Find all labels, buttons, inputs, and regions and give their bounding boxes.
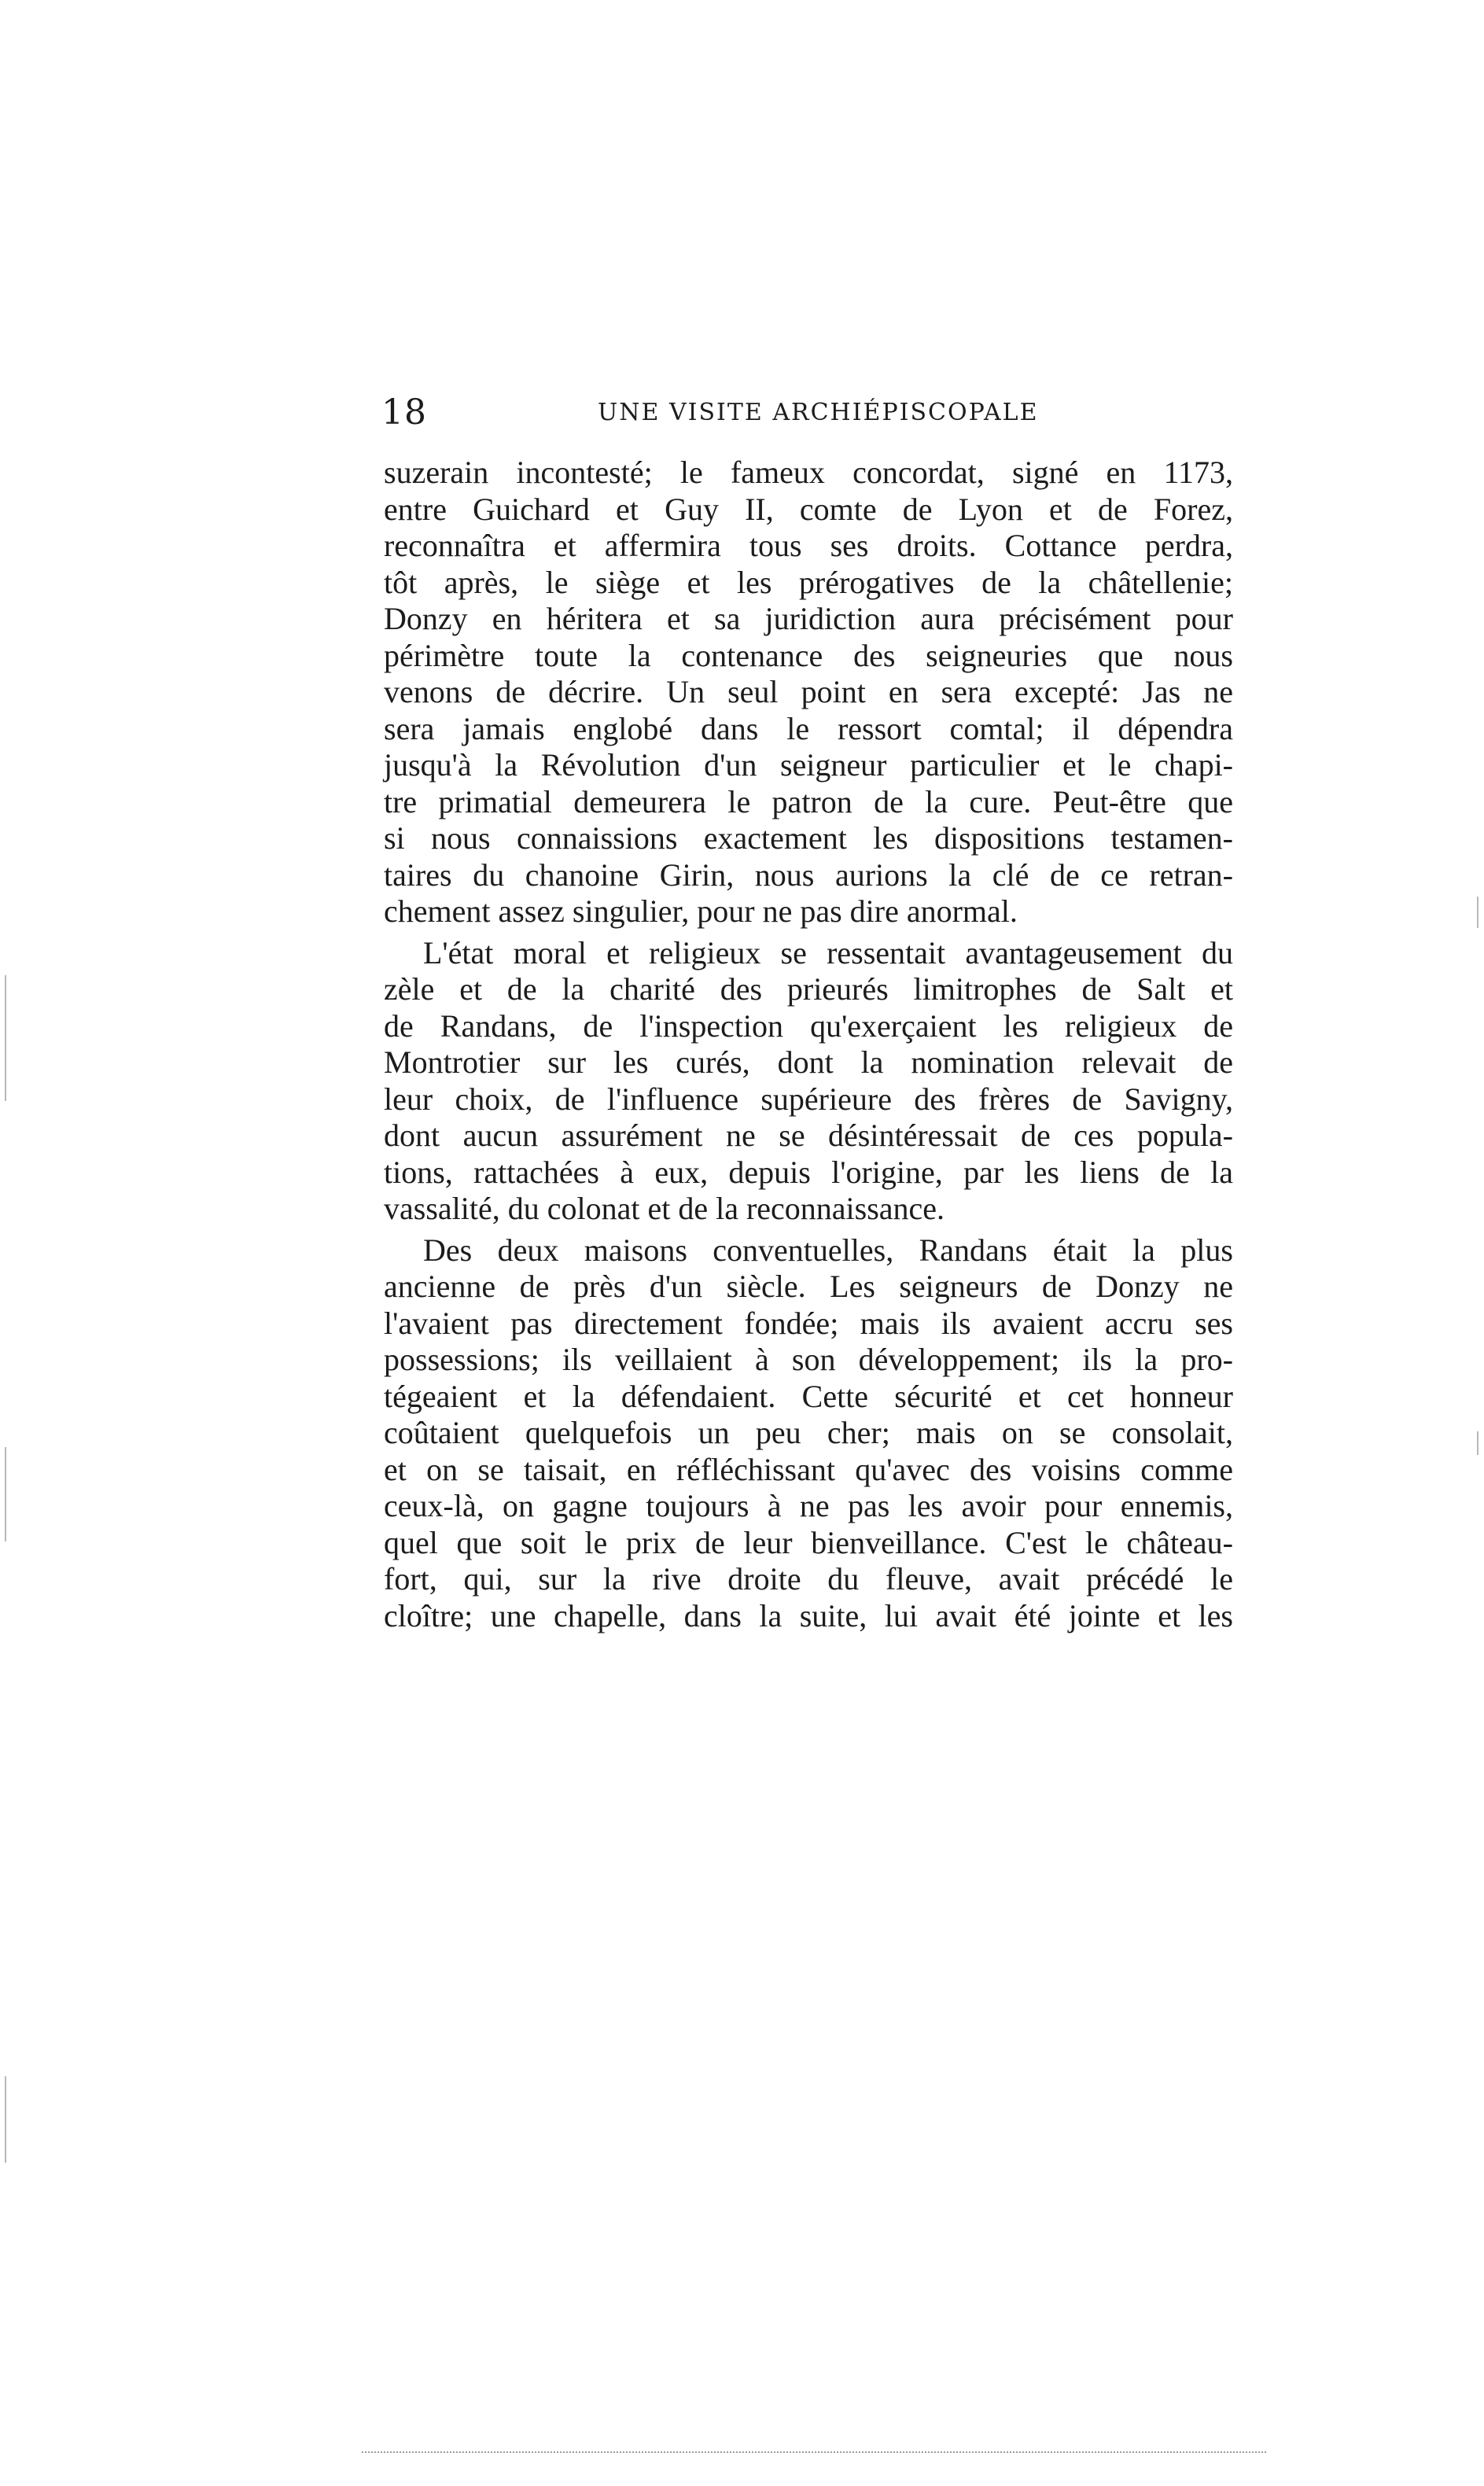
text-line: et on se taisait, en réfléchissant qu'avec des voisins comme (384, 1451, 1233, 1487)
text-line: taires du chanoine Girin, nous aurions la clé de ce retran- (384, 856, 1233, 893)
text-line: tre primatial demeurera le patron de la cure. Peut-être que (384, 783, 1233, 819)
text-line: tégeaient et la défendaient. Cette sécurité et cet honneur (384, 1378, 1233, 1414)
text-line: dont aucun assurément ne se désintéressait de ces popula- (384, 1118, 1233, 1153)
scan-edge-mark (5, 975, 6, 1101)
text-line: venons de décrire. Un seul point en sera excepté: Jas ne (384, 674, 1233, 709)
text-line: tions, rattachées à eux, depuis l'origine, par les liens de la (384, 1154, 1233, 1190)
text-line: sera jamais englobé dans le ressort comtal; il dépendra (384, 710, 1233, 746)
text-line: ancienne de près d'un siècle. Les seigneurs de Donzy ne (384, 1269, 1233, 1304)
scan-edge-mark (5, 1447, 6, 1541)
text-line: tôt après, le siège et les prérogatives de la châtellenie; (384, 564, 1233, 600)
text-line: possessions; ils veillaient à son développement; ils la pro- (384, 1342, 1233, 1377)
text-line: chement assez singulier, pour ne pas dire anormal. (384, 893, 1018, 929)
text-line: coûtaient quelquefois un peu cher; mais on se consolait, (384, 1415, 1233, 1450)
scan-edge-mark (5, 2076, 6, 2163)
text-line: vassalité, du colonat et de la reconnaissance. (384, 1191, 945, 1226)
text-line: entre Guichard et Guy II, comte de Lyon et de Forez, (384, 491, 1233, 527)
text-line: suzerain incontesté; le fameux concordat, signé en 1173, (384, 455, 1233, 490)
text-body (384, 455, 1233, 1634)
text-line: Montrotier sur les curés, dont la nomination relevait de (384, 1044, 1233, 1080)
text-line: L'état moral et religieux se ressentait avantageusement du (423, 934, 1233, 970)
scan-bottom-rule (362, 2451, 1266, 2453)
running-title: UNE VISITE ARCHIÉPISCOPALE (598, 399, 1039, 426)
text-line: cloître; une chapelle, dans la suite, lui avait été jointe et les (384, 1597, 1233, 1633)
text-line: Donzy en héritera et sa juridiction aura précisément pour (384, 601, 1233, 636)
text-line: quel que soit le prix de leur bienveillance. C'est le château- (384, 1524, 1233, 1560)
scan-edge-mark (1477, 1431, 1478, 1455)
text-line: fort, qui, sur la rive droite du fleuve, avait précédé le (384, 1561, 1233, 1597)
text-line: ceux-là, on gagne toujours à ne pas les avoir pour ennemis, (384, 1488, 1233, 1523)
text-line: zèle et de la charité des prieurés limitrophes de Salt et (384, 971, 1233, 1007)
text-line: Des deux maisons conventuelles, Randans était la plus (423, 1232, 1233, 1268)
text-line: jusqu'à la Révolution d'un seigneur particulier et le chapi- (384, 747, 1233, 783)
text-line: leur choix, de l'influence supérieure des frères de Savigny, (384, 1081, 1233, 1117)
text-line: l'avaient pas directement fondée; mais ils avaient accru ses (384, 1305, 1233, 1341)
page-number: 18 (381, 392, 427, 433)
text-line: si nous connaissions exactement les dispositions testamen- (384, 820, 1233, 856)
scan-edge-mark (1477, 897, 1478, 928)
page-header (381, 389, 1231, 436)
text-line: périmètre toute la contenance des seigneuries que nous (384, 637, 1233, 673)
text-line: de Randans, de l'inspection qu'exerçaient les religieux de (384, 1007, 1233, 1044)
text-line: reconnaîtra et affermira tous ses droits. Cottance perdra, (384, 528, 1233, 563)
